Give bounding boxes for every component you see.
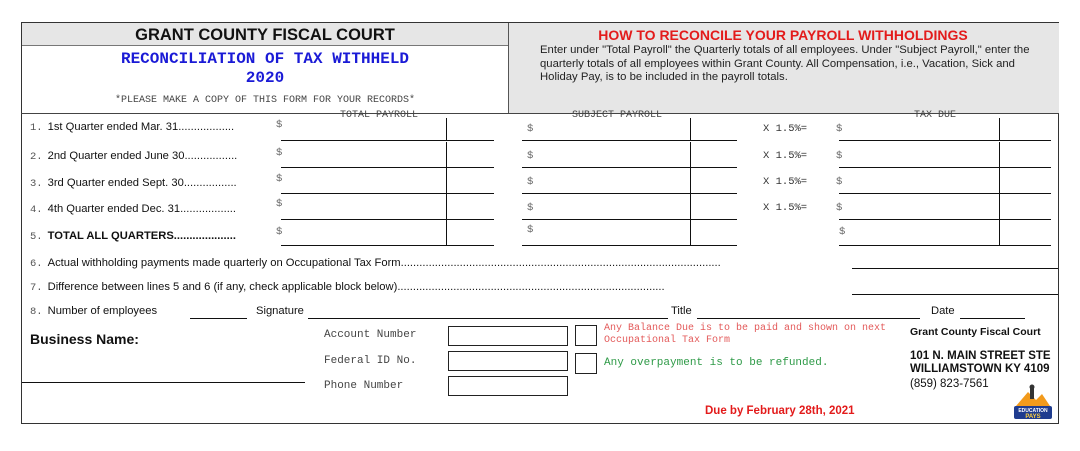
row-4-label [30,203,236,216]
cents-divider [690,168,691,193]
business-name-label: Business Name: [30,331,139,347]
difference-input[interactable] [852,294,1058,295]
tax-due-q4-input[interactable] [839,219,1051,220]
dollar-sign: $ [276,147,283,159]
tax-rate-label: X 1.5%= [763,176,808,188]
row-3-label [30,177,237,190]
cents-divider [446,168,447,193]
row-text: Difference between lines 5 and 6 (if any, check applicable block below)...................................................................................... [47,281,665,293]
cents-divider [446,118,447,140]
column-header-tax-due: TAX DUE [914,110,957,121]
row-number: 5. [30,231,43,243]
row-number: 7. [30,282,43,294]
cents-divider [999,142,1000,167]
cents-divider [690,142,691,167]
remit-phone: (859) 823-7561 [910,378,989,390]
signature-input[interactable] [308,318,668,319]
logo-text-bottom: PAYS [1025,414,1041,420]
tax-due-q2-input[interactable] [839,167,1051,168]
subject-payroll-total-input[interactable] [522,245,737,246]
row-6-label [30,257,721,270]
title-label: Title [671,305,692,317]
row-number: 2. [30,151,43,163]
tax-due-q3-input[interactable] [839,193,1051,194]
federal-id-input[interactable] [448,351,568,371]
dollar-sign: $ [527,150,534,162]
form-title: RECONCILIATION OF TAX WITHHELD [120,50,410,68]
tax-due-total-input[interactable] [839,245,1051,246]
row-number: 1. [30,122,43,134]
row-text: 1st Quarter ended Mar. 31.................. [47,121,235,133]
dollar-sign: $ [527,202,534,214]
total-payroll-total-input[interactable] [281,245,494,246]
cents-divider [999,194,1000,219]
remit-address-line-1: 101 N. MAIN STREET STE [910,350,1051,362]
row-number: 8. [30,306,43,318]
row-text: 4th Quarter ended Dec. 31.................. [47,203,237,215]
dollar-sign: $ [527,224,534,236]
row-text: 2nd Quarter ended June 30................. [47,150,238,162]
row-text: Actual withholding payments made quarterly on Occupational Tax Form....................................................................................................... [47,257,721,269]
phone-number-input[interactable] [448,376,568,396]
remit-name: Grant County Fiscal Court [910,326,1041,338]
overpayment-note: Any overpayment is to be refunded. [604,357,829,369]
signature-label: Signature [256,305,304,317]
dollar-sign: $ [527,176,534,188]
cents-divider [446,220,447,245]
column-header-total-payroll: TOTAL PAYROLL [340,110,419,121]
employee-count-input[interactable] [190,318,247,319]
row-text: Number of employees [47,305,158,317]
row-2-label [30,150,237,163]
remit-address-line-2: WILLIAMSTOWN KY 4109 [910,363,1050,375]
subject-payroll-q1-input[interactable] [522,140,737,141]
subject-payroll-q3-input[interactable] [522,193,737,194]
total-payroll-q1-input[interactable] [281,140,494,141]
dollar-sign: $ [276,173,283,185]
row-8-label [30,305,157,318]
tax-rate-label: X 1.5%= [763,202,808,214]
dollar-sign: $ [836,123,843,135]
row-text: 3rd Quarter ended Sept. 30................. [47,177,237,189]
cents-divider [690,118,691,140]
dollar-sign: $ [836,176,843,188]
copy-note: *PLEASE MAKE A COPY OF THIS FORM FOR YOUR RECORDS* [114,95,416,106]
cents-divider [690,220,691,245]
dollar-sign: $ [276,119,283,131]
tax-rate-label: X 1.5%= [763,123,808,135]
overpayment-checkbox[interactable] [575,353,597,374]
row-5-label [30,230,236,243]
court-title: GRANT COUNTY FISCAL COURT [135,26,395,44]
date-input[interactable] [960,318,1025,319]
row-7-label [30,281,665,294]
row-number: 4. [30,204,43,216]
account-number-label: Account Number [324,329,417,341]
subject-payroll-q2-input[interactable] [522,167,737,168]
cents-divider [999,168,1000,193]
balance-due-checkbox[interactable] [575,325,597,346]
dollar-sign: $ [839,226,846,238]
header-divider [21,113,1059,114]
business-name-input[interactable] [22,382,305,383]
phone-number-label: Phone Number [324,380,404,392]
row-number: 6. [30,258,43,270]
cents-divider [446,142,447,167]
row-1-label [30,121,234,134]
date-label: Date [931,305,955,317]
total-payroll-q4-input[interactable] [281,219,494,220]
education-pays-logo-icon [1012,384,1054,420]
dollar-sign: $ [276,198,283,210]
row-number: 3. [30,178,43,190]
instructions-text: Enter under "Total Payroll" the Quarterly totals of all employees. Under "Subject Payroll," enter the quarterly totals of all employees within Grant County. All Compensation, i.e., Vacation, Sick and Holiday Pay, is to be included in the payroll totals. [540,44,1030,83]
total-payroll-q2-input[interactable] [281,167,494,168]
tax-due-q1-input[interactable] [839,140,1051,141]
cents-divider [999,118,1000,140]
cents-divider [690,194,691,219]
form-year: 2020 [245,69,285,87]
subject-payroll-q4-input[interactable] [522,219,737,220]
balance-due-note: Any Balance Due is to be paid and shown on next Occupational Tax Form [604,323,887,346]
total-payroll-q3-input[interactable] [281,193,494,194]
cents-divider [999,220,1000,245]
tax-rate-label: X 1.5%= [763,150,808,162]
education-pays-logo [1012,384,1054,420]
account-number-input[interactable] [448,326,568,346]
title-input[interactable] [697,318,920,319]
dollar-sign: $ [527,123,534,135]
instructions-title: HOW TO RECONCILE YOUR PAYROLL WITHHOLDINGS [598,27,968,43]
dollar-sign: $ [836,150,843,162]
cents-divider [446,194,447,219]
dollar-sign: $ [836,202,843,214]
logo-text-top: EDUCATION [1018,408,1048,414]
federal-id-label: Federal ID No. [324,355,417,367]
actual-payments-input[interactable] [852,268,1058,269]
column-header-subject-payroll: SUBJECT PAYROLL [572,110,663,121]
dollar-sign: $ [276,226,283,238]
due-date-notice: Due by February 28th, 2021 [705,405,855,417]
row-text: TOTAL ALL QUARTERS.................... [47,230,236,242]
